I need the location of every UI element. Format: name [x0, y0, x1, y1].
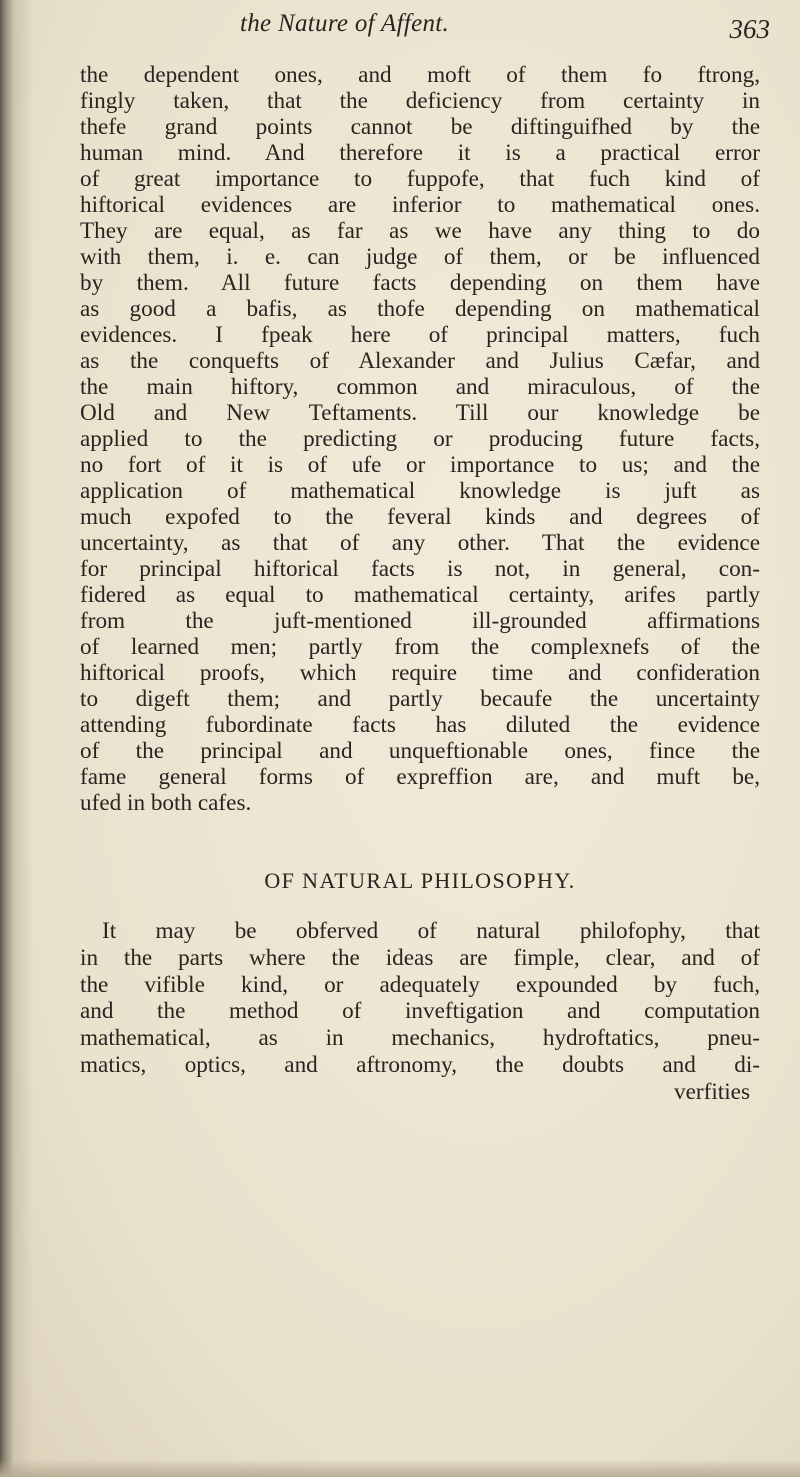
- text-line: from the juft-mentioned ill-grounded affirmations: [80, 608, 760, 634]
- text-line: fidered as equal to mathematical certainty, arifes partly: [80, 582, 760, 608]
- text-line: no fort of it is of ufe or importance to us; and the: [80, 452, 760, 478]
- paragraph-continuation: [80, 62, 760, 816]
- text-line: They are equal, as far as we have any thing to do: [80, 218, 760, 244]
- text-line: matics, optics, and aftronomy, the doubts and di-: [80, 1051, 760, 1078]
- text-line: hiftorical evidences are inferior to mathematical ones.: [80, 192, 760, 218]
- text-line: the main hiftory, common and miraculous, of the: [80, 374, 760, 400]
- text-line: by them. All future facts depending on them have: [80, 270, 760, 296]
- page-edge-shadow: [0, 1459, 800, 1477]
- text-line: with them, i. e. can judge of them, or be influenced: [80, 244, 760, 270]
- text-line: to digeft them; and partly becaufe the uncertainty: [80, 686, 760, 712]
- text-line: the vifible kind, or adequately expounded by fuch,: [80, 971, 760, 998]
- text-line: application of mathematical knowledge is juft as: [80, 478, 760, 504]
- section-heading: OF NATURAL PHILOSOPHY.: [264, 868, 576, 893]
- text-line: for principal hiftorical facts is not, in general, con-: [80, 556, 760, 582]
- text-line: evidences. I fpeak here of principal matters, fuch: [80, 322, 760, 348]
- catchword: verfities: [674, 1078, 750, 1105]
- text-line: as good a bafis, as thofe depending on mathematical: [80, 296, 760, 322]
- text-line: mathematical, as in mechanics, hydroftatics, pneu-: [80, 1025, 760, 1052]
- text-line: It may be obferved of natural philofophy, that: [102, 918, 760, 944]
- text-line: and the method of inveftigation and computation: [80, 998, 760, 1025]
- text-line: of learned men; partly from the complexnefs of the: [80, 634, 760, 660]
- page-header: [240, 10, 770, 50]
- text-line: the dependent ones, and moft of them fo ftrong,: [80, 62, 760, 88]
- text-line: in the parts where the ideas are fimple, clear, and of: [80, 944, 760, 971]
- binding-gutter: [0, 0, 34, 1477]
- text-line: Old and New Teftaments. Till our knowledge be: [80, 400, 760, 426]
- text-line: human mind. And therefore it is a practical error: [80, 140, 760, 166]
- text-line: of great importance to fuppofe, that fuch kind of: [80, 166, 760, 192]
- text-line: much expofed to the feveral kinds and degrees of: [80, 504, 760, 530]
- text-line: hiftorical proofs, which require time and confideration: [80, 660, 760, 686]
- text-line: fingly taken, that the deficiency from certainty in: [80, 88, 760, 114]
- text-line: ufed in both cafes.: [80, 790, 252, 816]
- text-line: thefe grand points cannot be diftinguifhed by the: [80, 114, 760, 140]
- text-line: of the principal and unqueftionable ones, fince the: [80, 738, 760, 764]
- paragraph-natural-philosophy: [80, 918, 760, 1106]
- text-line: attending fubordinate facts has diluted the evidence: [80, 712, 760, 738]
- text-line: as the conquefts of Alexander and Julius Cæfar, and: [80, 348, 760, 374]
- running-title: the Nature of Affent.: [240, 10, 450, 37]
- page-number: 363: [729, 14, 770, 44]
- text-line: fame general forms of expreffion are, and muft be,: [80, 764, 760, 790]
- text-line: uncertainty, as that of any other. That the evidence: [80, 530, 760, 556]
- text-line: applied to the predicting or producing future facts,: [80, 426, 760, 452]
